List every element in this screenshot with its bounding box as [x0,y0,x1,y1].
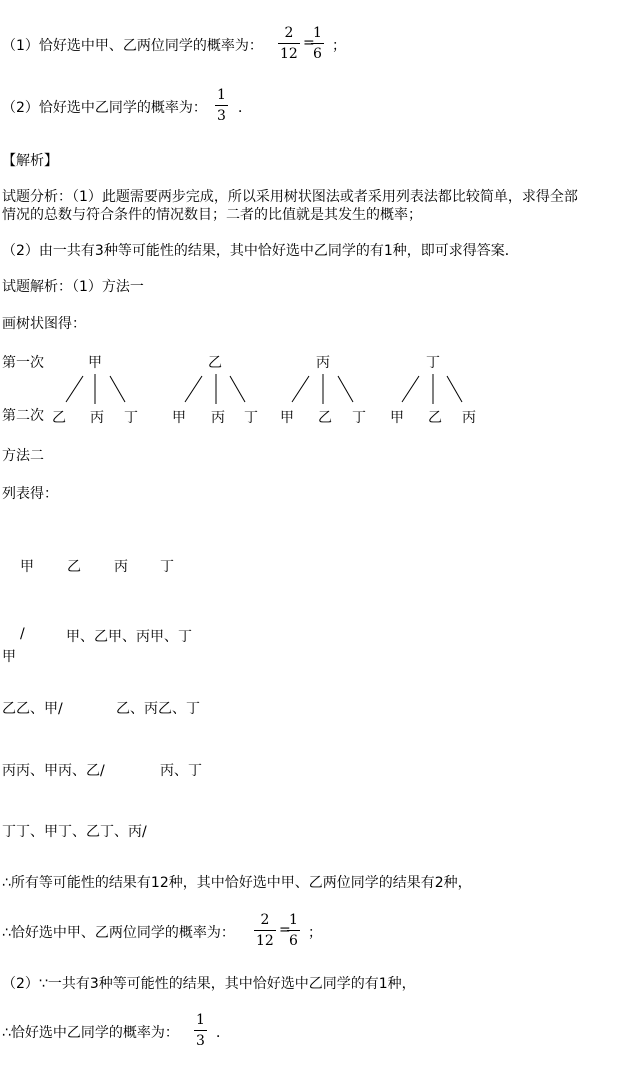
conclusion-line-1: ∴所有等可能性的结果有12种，其中恰好选中甲、乙两位同学的结果有2种， [2,875,472,891]
equals-sign: = [279,922,291,938]
table-header-cell: 乙 [67,559,81,575]
tree-node-second: 乙 [318,410,332,426]
tree-node-second: 甲 [280,410,294,426]
punctuation: ； [308,925,322,941]
conclusion-line-4: ∴恰好选中乙同学的概率为： [2,1025,179,1041]
table-row-2-cells: 乙、丙乙、丁 [116,701,200,717]
tree-node-second: 丙 [462,410,476,426]
table-row-4: 丁丁、甲丁、乙丁、丙/ [2,824,147,840]
fraction-denominator: 6 [313,46,322,62]
fraction-bar [287,930,300,931]
tree-node-first: 甲 [88,355,102,371]
fraction-bar [194,1030,207,1031]
tree-node-second: 丁 [124,410,138,426]
table-row-1-slash: / [20,626,25,642]
tree-node-second: 乙 [52,410,66,426]
tree-node-second: 丙 [90,410,104,426]
answer-q2-text: （2）恰好选中乙同学的概率为： [2,100,207,116]
fraction-denominator: 3 [217,108,226,124]
fraction-numerator: 2 [284,25,294,41]
fraction-2-12 [254,912,276,949]
fraction-numerator: 1 [217,87,226,103]
fraction-numerator: 1 [289,912,298,928]
solution-line-1: 试题解析：（1）方法一 [2,279,144,295]
conclusion-line-3: （2）∵一共有3种等可能性的结果，其中恰好选中乙同学的有1种， [2,976,416,992]
table-row-2: 乙乙、甲/ [2,701,63,717]
tree-second-label: 第二次 [2,408,44,424]
fraction-numerator: 1 [313,25,322,41]
table-row-3: 丙丙、甲丙、乙/ [2,763,105,779]
equals-sign: = [303,35,315,51]
tree-node-second: 甲 [172,410,186,426]
fraction-numerator: 1 [196,1012,205,1028]
tree-node-second: 丁 [244,410,258,426]
table-row-1-label: 甲 [2,649,16,665]
fraction-numerator: 2 [260,912,270,928]
punctuation: ． [216,1025,230,1041]
fraction-denominator: 6 [289,933,298,949]
tree-node-second: 甲 [390,410,404,426]
table-caption: 列表得： [2,486,58,502]
analysis-line-1: 试题分析：（1）此题需要两步完成，所以采用树状图法或者采用列表法都比较简单，求得全部 [2,189,578,205]
tree-node-second: 丙 [211,410,225,426]
answer-q1-text: （1）恰好选中甲、乙两位同学的概率为： [2,38,263,54]
punctuation: ． [238,100,252,116]
table-row-3-cells: 丙、丁 [160,763,202,779]
analysis-line-2: 情况的总数与符合条件的情况数目；二者的比值就是其发生的概率； [2,207,422,223]
tree-node-second: 丁 [352,410,366,426]
table-header-cell: 丙 [114,559,128,575]
fraction-1-6 [287,912,300,949]
fraction-1-3 [194,1012,207,1049]
tree-node-second: 乙 [428,410,442,426]
analysis-heading: 【解析】 [2,153,58,169]
analysis-line-3: （2）由一共有3种等可能性的结果，其中恰好选中乙同学的有1种，即可求得答案． [2,243,519,259]
table-header-cell: 甲 [20,559,34,575]
method-two-label: 方法二 [2,448,44,464]
tree-node-first: 丁 [426,355,440,371]
table-header-cell: 丁 [160,559,174,575]
tree-first-label: 第一次 [2,355,44,371]
tree-node-first: 丙 [316,355,330,371]
fraction-denominator: 12 [280,46,298,62]
tree-node-first: 乙 [208,355,222,371]
table-row-1-cells: 甲、乙甲、丙甲、丁 [66,629,192,645]
fraction-denominator: 12 [256,933,274,949]
fraction-bar [254,930,276,931]
tree-caption: 画树状图得： [2,316,86,332]
punctuation: ； [332,38,346,54]
conclusion-line-2: ∴恰好选中甲、乙两位同学的概率为： [2,925,235,941]
fraction-denominator: 3 [196,1033,205,1049]
